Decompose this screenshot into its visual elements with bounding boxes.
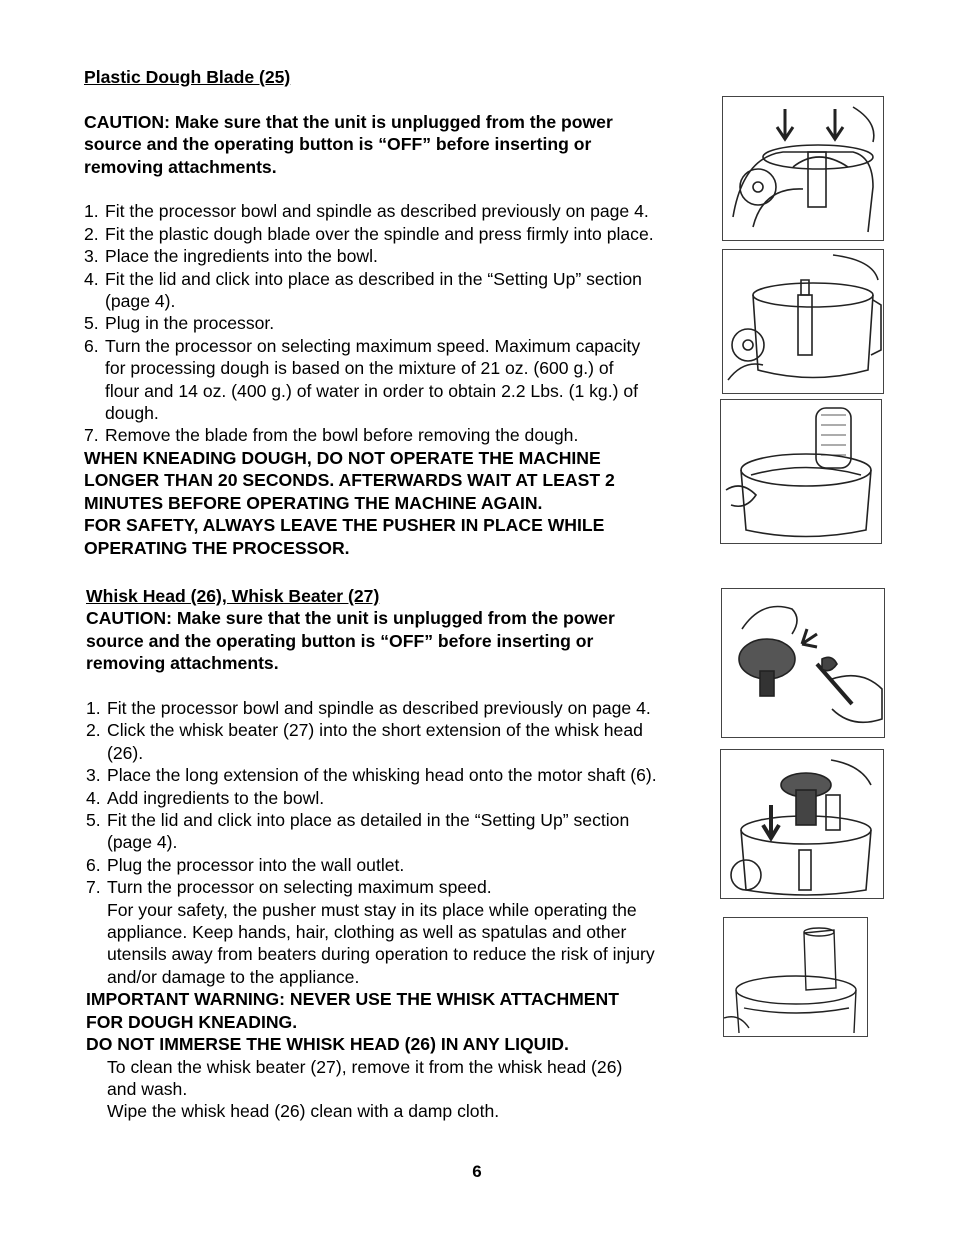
caution-text [84, 111, 704, 178]
dough-blade-section [84, 66, 704, 559]
instruction-step: 7. Remove the blade from the bowl before removing the dough. [84, 425, 579, 446]
instruction-step: 5. Plug in the processor. [84, 313, 275, 334]
page-number: 6 [472, 1162, 482, 1181]
instruction-step: 2. Click the whisk beater (27) into the short extension of the whisk head (26). [86, 720, 643, 763]
illustration-fit-dough-blade [722, 96, 884, 241]
illustration-whisk-on-shaft [720, 749, 884, 899]
caution-line: CAUTION: Make sure that the unit is unplugged from the power [84, 111, 613, 132]
caution-text [86, 607, 706, 674]
caution-line: source and the operating button is “OFF” before inserting or [84, 134, 592, 155]
illustration-bowl-with-spindle [722, 249, 884, 394]
section-heading: Whisk Head (26), Whisk Beater (27) [86, 586, 380, 606]
section-heading: Plastic Dough Blade (25) [84, 67, 291, 87]
illustration-lid-and-pusher [720, 399, 882, 544]
instruction-step: 4. Fit the lid and click into place as described in the “Setting Up” section (page 4). [84, 268, 642, 312]
instruction-list [86, 697, 706, 988]
caution-line: source and the operating button is “OFF” before inserting or [86, 630, 594, 651]
cleaning-text: To clean the whisk beater (27), remove it from the whisk head (26) and wash. Wipe the whisk head (26) clean with a damp cloth. [107, 1056, 623, 1122]
caution-line: CAUTION: Make sure that the unit is unplugged from the power [86, 608, 615, 629]
instruction-step: 5. Fit the lid and click into place as detailed in the “Setting Up” section (page 4). [86, 810, 630, 853]
instruction-list [84, 200, 704, 446]
instruction-step: 4. Add ingredients to the bowl. [86, 787, 325, 808]
caution-line: removing attachments. [86, 653, 279, 674]
caution-line: removing attachments. [84, 156, 277, 177]
instruction-step: 1. Fit the processor bowl and spindle as described previously on page 4. [84, 201, 649, 222]
instruction-step: 7. Turn the processor on selecting maximum speed. For your safety, the pusher must stay in its place while operating the appliance. Keep hands, hair, clothing as well as spatulas and other utensils away from beaters during operation to reduce the risk of injury and/or damage to the appliance. [86, 877, 655, 987]
warning-text: WHEN KNEADING DOUGH, DO NOT OPERATE THE MACHINE LONGER THAN 20 SECONDS. AFTERWARDS WAIT AT LEAST 2 MINUTES BEFORE OPERATING THE MACHINE AGAIN. FOR SAFETY, ALWAYS LEAVE THE PUSHER IN PLACE WHILE OPERATING THE PROCESSOR. [84, 447, 615, 558]
instruction-step: 2. Fit the plastic dough blade over the spindle and press firmly into place. [84, 223, 654, 244]
illustration-assembled-processor [723, 917, 868, 1037]
instruction-step: 1. Fit the processor bowl and spindle as described previously on page 4. [86, 698, 651, 719]
instruction-step: 3. Place the long extension of the whisking head onto the motor shaft (6). [86, 765, 657, 786]
instruction-step: 6. Plug the processor into the wall outlet. [86, 854, 405, 875]
warning-text: IMPORTANT WARNING: NEVER USE THE WHISK ATTACHMENT FOR DOUGH KNEADING. DO NOT IMMERSE THE WHISK HEAD (26) IN ANY LIQUID. [86, 989, 619, 1055]
instruction-step: 3. Place the ingredients into the bowl. [84, 246, 378, 267]
instruction-step: 6. Turn the processor on selecting maximum speed. Maximum capacity for processing dough is based on the mixture of 21 oz. (600 g.) of flour and 14 oz. (400 g.) of water in order to obtain 2.2 Lbs. (1 kg.) of dough. [84, 335, 641, 424]
illustration-fit-whisk-beater [721, 588, 885, 738]
whisk-section [86, 585, 706, 1123]
